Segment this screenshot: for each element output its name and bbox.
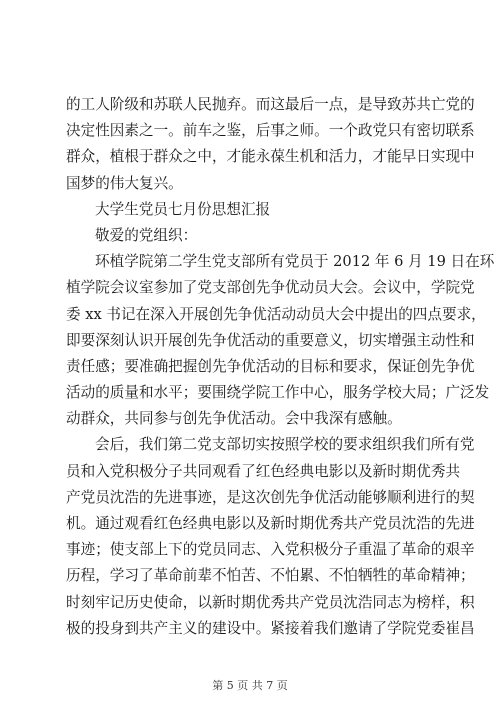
paragraph	[66, 249, 495, 432]
text-line: 极的投身到共产主义的建设中。紧接着我们邀请了学院党委崔昌	[66, 619, 475, 637]
text-line: 产党员沈浩的先进事迹，是这次创先争优活动能够顺利进行的契	[66, 488, 475, 506]
text-line: 机。通过观看红色经典电影以及新时期优秀共产党员沈浩的先进	[66, 515, 475, 532]
text-line: 即要深刻认识开展创先争优活动的重要意义，切实增强主动性和	[66, 331, 475, 349]
text-line: 决定性因素之一。前车之鉴，后事之师。一个政党只有密切联系	[66, 122, 475, 140]
text-line: 环植学院第二学生党支部所有党员于 2012 年 6 月 19 日在环	[95, 253, 495, 271]
paragraph	[66, 223, 436, 249]
text-line: 群众，植根于群众之中，才能永葆生机和活力，才能早日实现中	[66, 148, 475, 166]
text-line: 植学院会议室参加了党支部创先争优动员大会。会议中，学院党	[66, 279, 475, 297]
text-line: 员和入党积极分子共同观看了红色经典电影以及新时期优秀共	[66, 462, 461, 480]
text-line: 的工人阶级和苏联人民抛弃。而这最后一点，是导致苏共亡党的	[66, 96, 475, 113]
text-line: 国梦的伟大复兴。	[66, 174, 183, 192]
paragraph	[66, 432, 475, 642]
text-line: 历程，学习了革命前辈不怕苦、不怕累、不怕牺牲的革命精神；	[66, 567, 475, 585]
text-line: 事迹；使支部上下的党员同志、入党积极分子重温了革命的艰辛	[66, 541, 475, 559]
text-line: 会后，我们第二党支部切实按照学校的要求组织我们所有党	[95, 436, 475, 454]
text-line: 责任感；要准确把握创先争优活动的目标和要求，保证创先争优	[66, 357, 475, 375]
text-line: 委 xx 书记在深入开展创先争优活动动员大会中提出的四点要求，	[66, 305, 486, 323]
paragraph	[66, 92, 475, 197]
page-number-footer: 第 5 页 共 7 页	[212, 679, 288, 692]
text-line: 动群众，共同参与创先争优活动。会中我深有感触。	[66, 410, 402, 428]
paragraph	[66, 197, 436, 223]
text-line: 活动的质量和水平；要围绕学院工作中心，服务学校大局；广泛发	[66, 384, 490, 402]
text-line: 时刻牢记历史使命，以新时期优秀共产党员沈浩同志为榜样，积	[66, 593, 475, 611]
text-line: 敬爱的党组织：	[95, 226, 198, 244]
text-line: 大学生党员七月份思想汇报	[95, 200, 271, 218]
document-body	[66, 92, 495, 642]
